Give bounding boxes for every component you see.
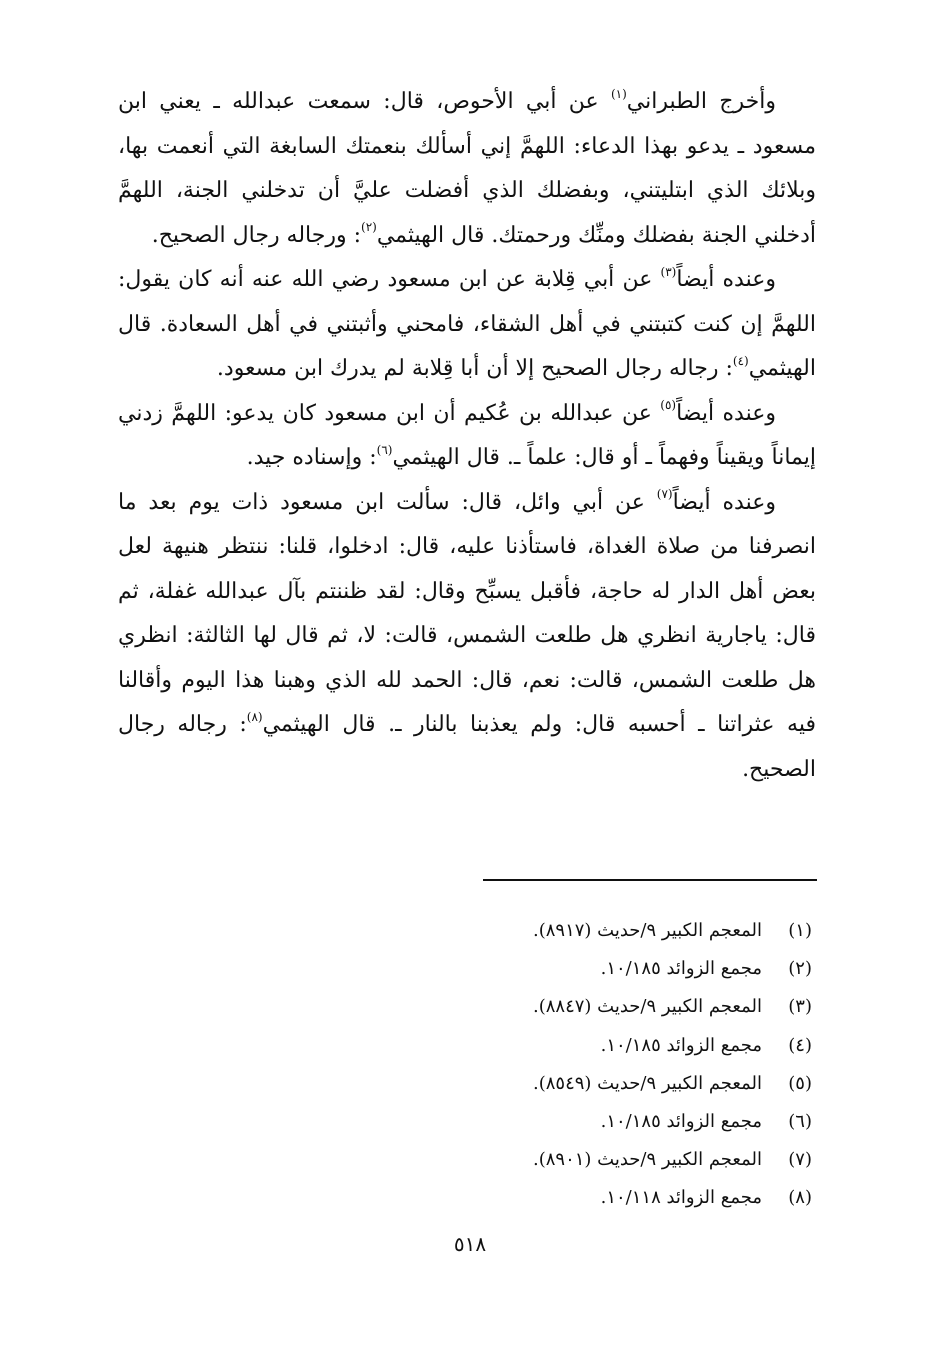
paragraph-3 (118, 392, 816, 481)
footnote-number: (٤) (788, 1034, 812, 1056)
footnote-marker: (٧) (656, 487, 673, 502)
footnote-number: (٣) (788, 996, 812, 1018)
main-text (118, 80, 816, 792)
footnote-item (300, 950, 812, 988)
footnote-item (300, 1103, 812, 1141)
footnote-number: (٨) (788, 1187, 812, 1209)
footnote-text: مجمع الزوائد ١٠/١٨٥. (600, 1111, 762, 1133)
footnotes-list (300, 912, 812, 1218)
footnote-marker: (٥) (660, 398, 677, 413)
footnote-text: المعجم الكبير ٩/حديث (٨٩١٧). (532, 920, 762, 941)
footnote-item (300, 988, 812, 1026)
footnote-number: (٢) (788, 958, 812, 980)
paragraph-2 (118, 258, 816, 392)
footnote-divider (483, 879, 817, 881)
paragraph-text: وأخرج الطبراني (626, 89, 776, 114)
footnote-item (300, 1065, 812, 1103)
paragraph-text: عن أبي وائل، قال: سألت ابن مسعود ذات يوم بعد ما انصرفنا من صلاة الغداة، فاستأذنا عليه، قال: ادخلوا، قلنا: ننتظر هنيهة لعل بعض أهل الدار له حاجة، فأقبل يسبِّح وقال: لقد ظننتم بآل عبدالله غفلة، ثم قال: ياجارية انظري هل طلعت الشمس، قالت: لا، ثم قال لها الثالثة: انظري هل طلعت الشمس، قالت: نعم، قال: الحمد لله الذي وهبنا هذا اليوم وأقالنا فيه عثراتنا ـ أحسبه قال: ولم يعذبنا بالنار ـ. قال الهيثمي (118, 489, 816, 737)
footnote-text: مجمع الزوائد ١٠/١١٨. (600, 1187, 762, 1209)
paragraph-text: : رجاله رجال الصحيح إلا أن أبا قِلابة لم يدرك ابن مسعود. (216, 356, 733, 381)
paragraph-text: عن أبي قِلابة عن ابن مسعود رضي الله عنه أنه كان يقول: اللهمَّ إن كنت كتبتني في أهل الشقاء، فامحني وأثبتني في أهل السعادة. قال الهيثمي (118, 267, 816, 381)
paragraph-text: عن عبدالله بن عُكيم أن ابن مسعود كان يدعو: اللهمَّ زدني إيماناً ويقيناً وفهماً ـ أو قال: علماً ـ. قال الهيثمي (118, 400, 816, 470)
footnote-marker: (٣) (660, 264, 677, 279)
paragraph-text: : ورجاله رجال الصحيح. (151, 222, 362, 248)
page-number: ٥١٨ (453, 1232, 487, 1256)
footnote-number: (٥) (788, 1072, 812, 1094)
footnote-marker: (٢) (361, 220, 377, 235)
footnote-item (300, 1179, 812, 1217)
footnote-number: (٧) (788, 1149, 812, 1171)
paragraph-text: : رجاله رجال الصحيح. (118, 712, 816, 782)
footnote-text: المعجم الكبير ٩/حديث (٨٩٠١). (532, 1149, 762, 1171)
footnote-marker: (٦) (376, 442, 393, 457)
footnote-item (300, 1027, 812, 1065)
paragraph-text: : وإسناده جيد. (246, 445, 377, 470)
paragraph-text: وعنده أيضاً (676, 267, 776, 292)
paragraph-text: عن أبي الأحوص، قال: سمعت عبدالله ـ يعني ابن مسعود ـ يدعو بهذا الدعاء: اللهمَّ إني أسألك بنعمتك السابغة التي أنعمت بها، وبلائك الذي ابتليتني، وبفضلك الذي أفضلت عليَّ أن تدخلني الجنة، اللهمَّ أدخلني الجنة بفضلك ومنِّك ورحمتك. قال الهيثمي (118, 89, 816, 248)
footnote-text: المعجم الكبير ٩/حديث (٨٨٤٧). (532, 996, 762, 1018)
footnote-marker: (٨) (246, 709, 263, 724)
footnote-number: (٦) (788, 1111, 812, 1133)
footnote-text: مجمع الزوائد ١٠/١٨٥. (600, 1034, 762, 1056)
paragraph-4 (118, 481, 816, 793)
footnote-item (300, 1141, 812, 1179)
paragraph-text: وعنده أيضاً (672, 489, 776, 515)
footnote-text: المعجم الكبير ٩/حديث (٨٥٤٩). (532, 1072, 762, 1094)
footnote-marker: (٤) (732, 353, 749, 368)
footnote-marker: (١) (610, 86, 627, 101)
footnote-item (300, 912, 812, 950)
footnote-text: مجمع الزوائد ١٠/١٨٥. (600, 958, 762, 980)
paragraph-text: وعنده أيضاً (676, 400, 776, 426)
paragraph-1 (118, 80, 816, 258)
footnote-number: (١) (788, 920, 812, 941)
